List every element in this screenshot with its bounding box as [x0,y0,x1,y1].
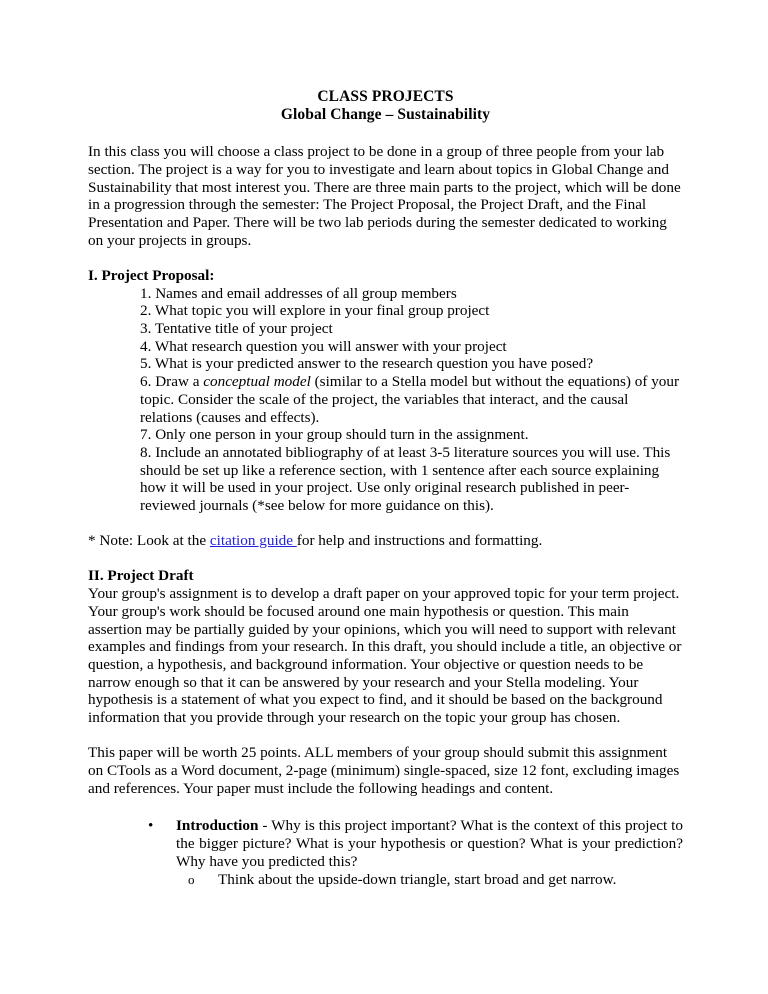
spacer [88,797,683,817]
title-line-2: Global Change – Sustainability [280,105,491,123]
intro-paragraph: In this class you will choose a class project to be done in a group of three people from your lab section. The project is a way for you to investigate and learn about topics in Global Change and Sustainability that most interest you. There are three main parts to the project, which will be done in a progression through the semester: The Project Proposal, the Project Draft, and the Final Presentation and Paper. There will be two lab periods during the semester dedicated to working on your projects in groups. [88,143,681,249]
spacer [88,249,683,267]
bullet-circle-icon: o [188,871,195,887]
section-heading-draft: II. Project Draft [88,567,194,585]
introduction-subbullet-list [176,871,683,889]
citation-guide-link[interactable]: citation guide [209,532,297,550]
draft-headings-bullet-list [88,817,683,888]
spacer [88,550,683,568]
list-item-8: 8. Include an annotated bibliography of at least 3-5 literature sources you will use. This should be set up like a reference section, with 1 sentence after each source explaining how it will be used in your project. Use only original research published in peer-reviewed journals (*see below for more guidance on this). [140,443,671,515]
spacer [88,515,683,533]
section-heading-proposal: I. Project Proposal: [88,266,215,284]
draft-paragraph-1: Your group's assignment is to develop a draft paper on your approved topic for your term project. Your group's work should be focused around one main hypothesis or question. This main assertion may be partially guided by your opinions, which you will need to support with relevant examples and findings from your research. In this draft, you should include a title, an objective or question, a hypothesis, and background information. Your objective or question needs to be narrow enough so that it can be answered by your research and your Stella modeling. Your hypothesis is a statement of what you expect to find, and it should be based on the background information that you provide through your research on the topic your group has chosen. [88,585,682,727]
list-item: 1. Names and email addresses of all group members [140,284,457,302]
note-suffix: for help and instructions and formatting. [296,532,543,550]
bullet-label-introduction: Introduction [176,817,259,835]
list-item [188,871,683,889]
list-item [148,817,683,888]
list-item-6 [140,373,683,426]
note-prefix: * Note: Look at the [88,532,210,550]
page-title [88,88,683,123]
title-line-1: CLASS PROJECTS [317,88,454,105]
proposal-item-list [88,285,683,515]
list-item-7: 7. Only one person in your group should turn in the assignment. [140,426,529,444]
spacer [88,727,683,745]
item6-italic-term: conceptual model [203,373,311,391]
list-item: 2. What topic you will explore in your final group project [140,302,490,320]
spacer [88,123,683,143]
subbullet-text: Think about the upside-down triangle, start broad and get narrow. [218,870,617,888]
item6-prefix: 6. Draw a [140,373,204,391]
list-item: 3. Tentative title of your project [140,320,333,338]
bullet-text-introduction: - Why is this project important? What is the context of this project to the bigger picture? What is your hypothesis or question? What is your prediction? Why have you predicted this? [176,817,683,870]
item6-suffix: (similar to a Stella model but without the equations) of your topic. Consider the scale of the project, the variables that interact, and the causal relations (causes and effects). [140,373,680,426]
note-line [88,532,683,550]
bullet-disc-icon: • [148,817,154,835]
draft-paragraph-2: This paper will be worth 25 points. ALL members of your group should submit this assignment on CTools as a Word document, 2-page (minimum) single-spaced, size 12 font, excluding images and references. Your paper must include the following headings and content. [88,744,680,797]
list-item: 4. What research question you will answer with your project [140,337,507,355]
list-item: 5. What is your predicted answer to the research question you have posed? [140,355,594,373]
